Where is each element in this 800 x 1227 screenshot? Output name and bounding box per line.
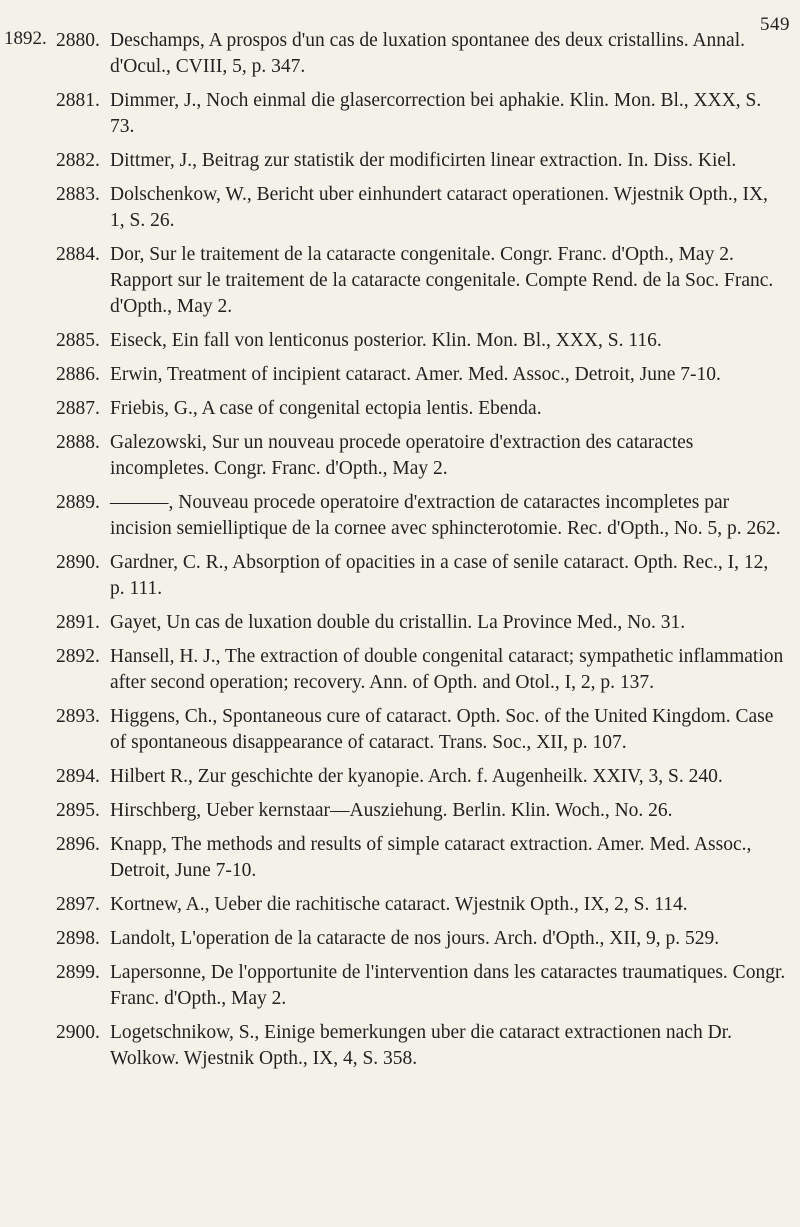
bibliography-entry: [56, 960, 786, 1012]
entry-number: 2899.: [56, 962, 100, 983]
entry-number: 2888.: [56, 432, 100, 453]
bibliography-entry: [56, 28, 786, 80]
bibliography-entry: [56, 610, 786, 636]
entry-citation: Knapp, The methods and results of simple cataract extraction. Amer. Med. Assoc., Detroit, June 7-10.: [110, 834, 752, 881]
entry-citation: Friebis, G., A case of congenital ectopia lentis. Ebenda.: [110, 398, 542, 419]
bibliography-entry: [56, 148, 786, 174]
entry-number: 2891.: [56, 612, 100, 633]
page-number: 549: [760, 14, 790, 35]
entry-number: 2880.: [56, 30, 100, 51]
entry-citation: Galezowski, Sur un nouveau procede operatoire d'extraction des cataractes incompletes. Congr. Franc. d'Opth., May 2.: [110, 432, 694, 479]
entry-number: 2889.: [56, 492, 100, 513]
entry-citation: Gayet, Un cas de luxation double du cristallin. La Province Med., No. 31.: [110, 612, 686, 633]
bibliography-entry: [56, 490, 786, 542]
entry-number: 2892.: [56, 646, 100, 667]
entry-citation: Deschamps, A prospos d'un cas de luxation spontanee des deux cristallins. Annal. d'Ocul., CVIII, 5, p. 347.: [110, 30, 745, 77]
entry-number: 2881.: [56, 90, 100, 111]
entry-number: 2886.: [56, 364, 100, 385]
entry-number: 2884.: [56, 244, 100, 265]
entry-citation: Dor, Sur le traitement de la cataracte congenitale. Congr. Franc. d'Opth., May 2. Rapport sur le traitement de la cataracte congenitale. Compte Rend. de la Soc. Franc. d'Opth., May 2.: [110, 244, 774, 317]
bibliography-entry: [56, 926, 786, 952]
entry-citation: Landolt, L'operation de la cataracte de nos jours. Arch. d'Opth., XII, 9, p. 529.: [110, 928, 720, 949]
bibliography-entry: [56, 430, 786, 482]
entry-citation: Logetschnikow, S., Einige bemerkungen uber die cataract extractionen nach Dr. Wolkow. Wjestnik Opth., IX, 4, S. 358.: [110, 1022, 732, 1069]
bibliography-entry: [56, 704, 786, 756]
entry-citation: Erwin, Treatment of incipient cataract. Amer. Med. Assoc., Detroit, June 7-10.: [110, 364, 721, 385]
entry-number: 2900.: [56, 1022, 100, 1043]
entry-number: 2896.: [56, 834, 100, 855]
entry-citation: Higgens, Ch., Spontaneous cure of cataract. Opth. Soc. of the United Kingdom. Case of spontaneous disappearance of cataract. Trans. Soc., XII, p. 107.: [110, 706, 774, 753]
entry-citation: Gardner, C. R., Absorption of opacities in a case of senile cataract. Opth. Rec., I, 12, p. 111.: [110, 552, 769, 599]
bibliography-entry: [56, 798, 786, 824]
bibliography-entry: [56, 550, 786, 602]
entry-number: 2890.: [56, 552, 100, 573]
entry-citation: Dittmer, J., Beitrag zur statistik der modificirten linear extraction. In. Diss. Kiel.: [110, 150, 737, 171]
entry-number: 2895.: [56, 800, 100, 821]
entry-number: 2897.: [56, 894, 100, 915]
entry-citation: Hansell, H. J., The extraction of double congenital cataract; sympathetic inflammation after second operation; recovery. Ann. of Opth. and Otol., I, 2, p. 137.: [110, 646, 784, 693]
entry-citation: Hilbert R., Zur geschichte der kyanopie. Arch. f. Augenheilk. XXIV, 3, S. 240.: [110, 766, 723, 787]
bibliography-entry: [56, 892, 786, 918]
entry-citation: Hirschberg, Ueber kernstaar—Ausziehung. Berlin. Klin. Woch., No. 26.: [110, 800, 673, 821]
entry-citation: ———, Nouveau procede operatoire d'extraction de cataractes incompletes par incision semielliptique de la cornee avec sphincterotomie. Rec. d'Opth., No. 5, p. 262.: [110, 492, 781, 539]
entry-citation: Kortnew, A., Ueber die rachitische cataract. Wjestnik Opth., IX, 2, S. 114.: [110, 894, 688, 915]
bibliography-entry: [56, 242, 786, 320]
bibliography-entry: [56, 182, 786, 234]
entry-number: 2883.: [56, 184, 100, 205]
entry-number: 2885.: [56, 330, 100, 351]
entry-number: 2894.: [56, 766, 100, 787]
bibliography-entry: [56, 362, 786, 388]
bibliography-list: [56, 28, 786, 1080]
entry-number: 2882.: [56, 150, 100, 171]
bibliography-entry: [56, 644, 786, 696]
entry-citation: Dimmer, J., Noch einmal die glasercorrection bei aphakie. Klin. Mon. Bl., XXX, S. 73.: [110, 90, 762, 137]
entry-citation: Lapersonne, De l'opportunite de l'intervention dans les cataractes traumatiques. Congr. Franc. d'Opth., May 2.: [110, 962, 786, 1009]
bibliography-entry: [56, 396, 786, 422]
entry-number: 2887.: [56, 398, 100, 419]
bibliography-entry: [56, 88, 786, 140]
entry-citation: Eiseck, Ein fall von lenticonus posterior. Klin. Mon. Bl., XXX, S. 116.: [110, 330, 662, 351]
bibliography-entry: [56, 764, 786, 790]
entry-citation: Dolschenkow, W., Bericht uber einhundert cataract operationen. Wjestnik Opth., IX, 1, S. 26.: [110, 184, 768, 231]
bibliography-entry: [56, 1020, 786, 1072]
entry-number: 2893.: [56, 706, 100, 727]
bibliography-entry: [56, 328, 786, 354]
entry-number: 2898.: [56, 928, 100, 949]
bibliography-entry: [56, 832, 786, 884]
year-label: 1892.: [4, 28, 47, 49]
